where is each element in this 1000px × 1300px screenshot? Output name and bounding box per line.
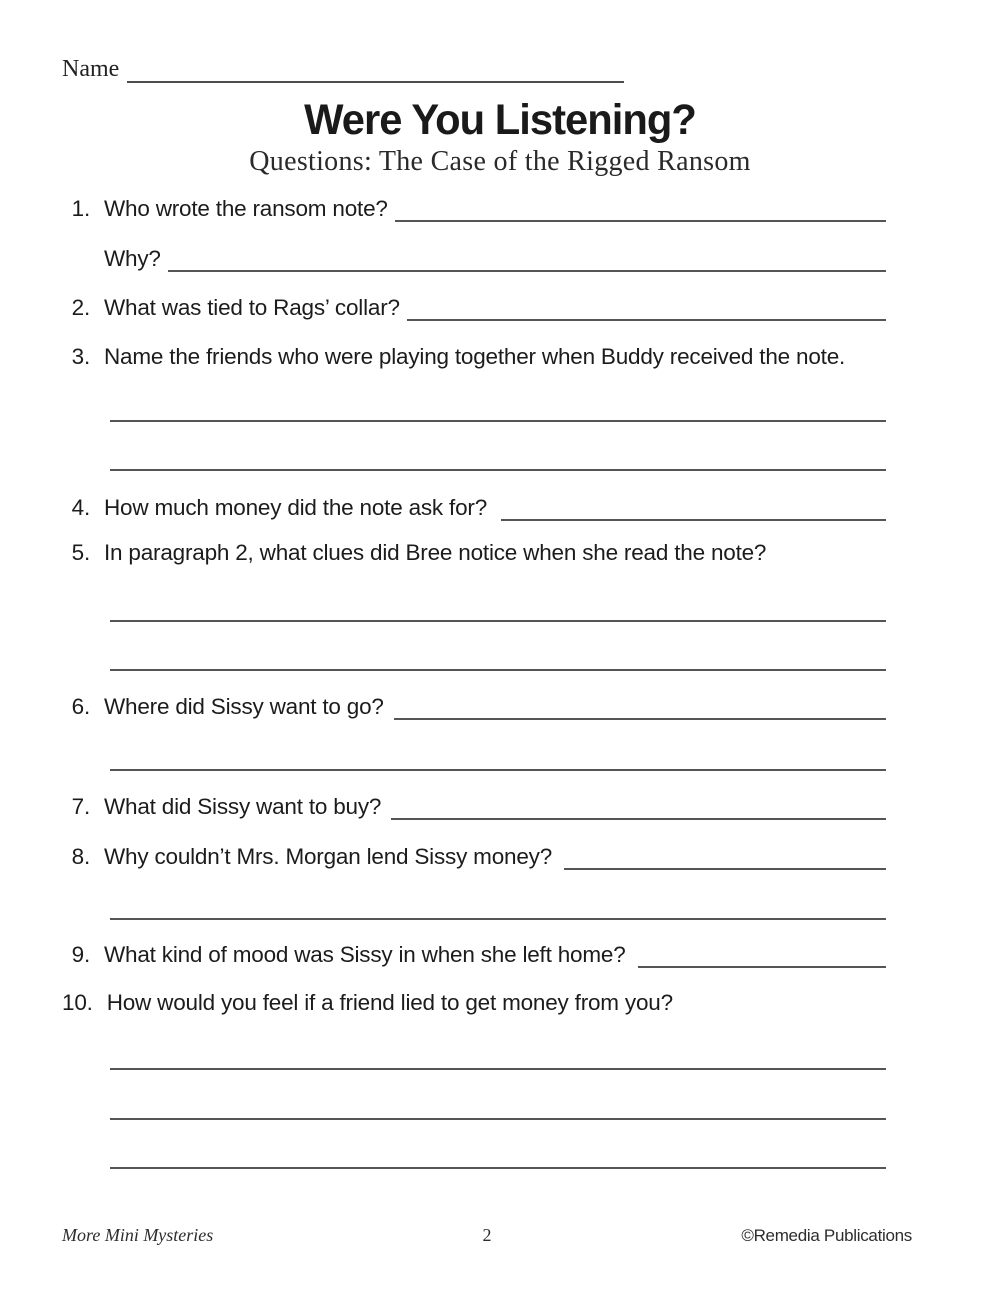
answer-line [110,590,886,622]
answer-line [168,240,886,272]
question-number: 5. [71,540,90,565]
answer-line [110,888,886,920]
question-number: 7. [71,794,90,819]
footer-book-title: More Mini Mysteries [62,1225,214,1245]
page-subtitle: Questions: The Case of the Rigged Ransom [249,146,751,177]
name-label: Name [62,56,120,82]
answer-row [62,641,886,671]
name-answer-line [127,59,624,83]
answer-line [395,190,886,222]
question-row-10 [62,986,886,1016]
answer-line [110,1137,886,1169]
answer-line [391,788,886,820]
question-row-9 [62,938,886,968]
question-row-1-why [62,242,886,272]
page-title: Were You Listening? [304,96,696,144]
footer-copyright: ©Remedia Publications [741,1226,912,1245]
question-row-7 [62,790,886,820]
answer-line [110,1038,886,1070]
question-text: Who wrote the ransom note? [104,196,388,221]
question-row-5 [62,536,886,566]
answer-line [110,1088,886,1120]
question-text: What was tied to Rags’ collar? [104,295,400,320]
question-row-1 [62,192,886,222]
page-footer [62,1222,912,1246]
question-text: What did Sissy want to buy? [104,794,382,819]
question-text: In paragraph 2, what clues did Bree notice when she read the note? [104,540,767,565]
answer-line [110,639,886,671]
answer-line [407,289,886,321]
name-row [62,56,886,83]
question-number: 3. [71,344,90,369]
question-number: 6. [71,694,90,719]
answer-line [564,838,886,870]
answer-row [62,890,886,920]
answer-row [62,741,886,771]
question-row-2 [62,291,886,321]
question-text: How would you feel if a friend lied to get money from you? [106,990,673,1015]
question-number: 2. [71,295,90,320]
answer-row [62,1090,886,1120]
answer-line [638,936,886,968]
answer-row [62,1139,886,1169]
answer-line [501,489,886,521]
question-number: 10. [62,990,93,1015]
question-text: Name the friends who were playing together when Buddy received the note. [104,344,846,369]
answer-line [394,688,886,720]
answer-line [110,739,886,771]
question-number: 8. [71,844,90,869]
answer-row [62,441,886,471]
question-text: Why? [104,246,161,271]
answer-row [62,592,886,622]
question-row-6 [62,690,886,720]
answer-line [110,390,886,422]
question-number: 4. [71,495,90,520]
question-number: 1. [71,196,90,221]
question-row-3 [62,340,886,370]
answer-row [62,1040,886,1070]
question-text: What kind of mood was Sissy in when she left home? [104,942,626,967]
question-row-4 [62,491,886,521]
question-text: Where did Sissy want to go? [104,694,384,719]
answer-row [62,392,886,422]
question-text: Why couldn’t Mrs. Morgan lend Sissy money? [104,844,553,869]
question-text: How much money did the note ask for? [104,495,488,520]
question-number: 9. [71,942,90,967]
footer-page-number: 2 [482,1225,492,1245]
question-row-8 [62,840,886,870]
answer-line [110,439,886,471]
